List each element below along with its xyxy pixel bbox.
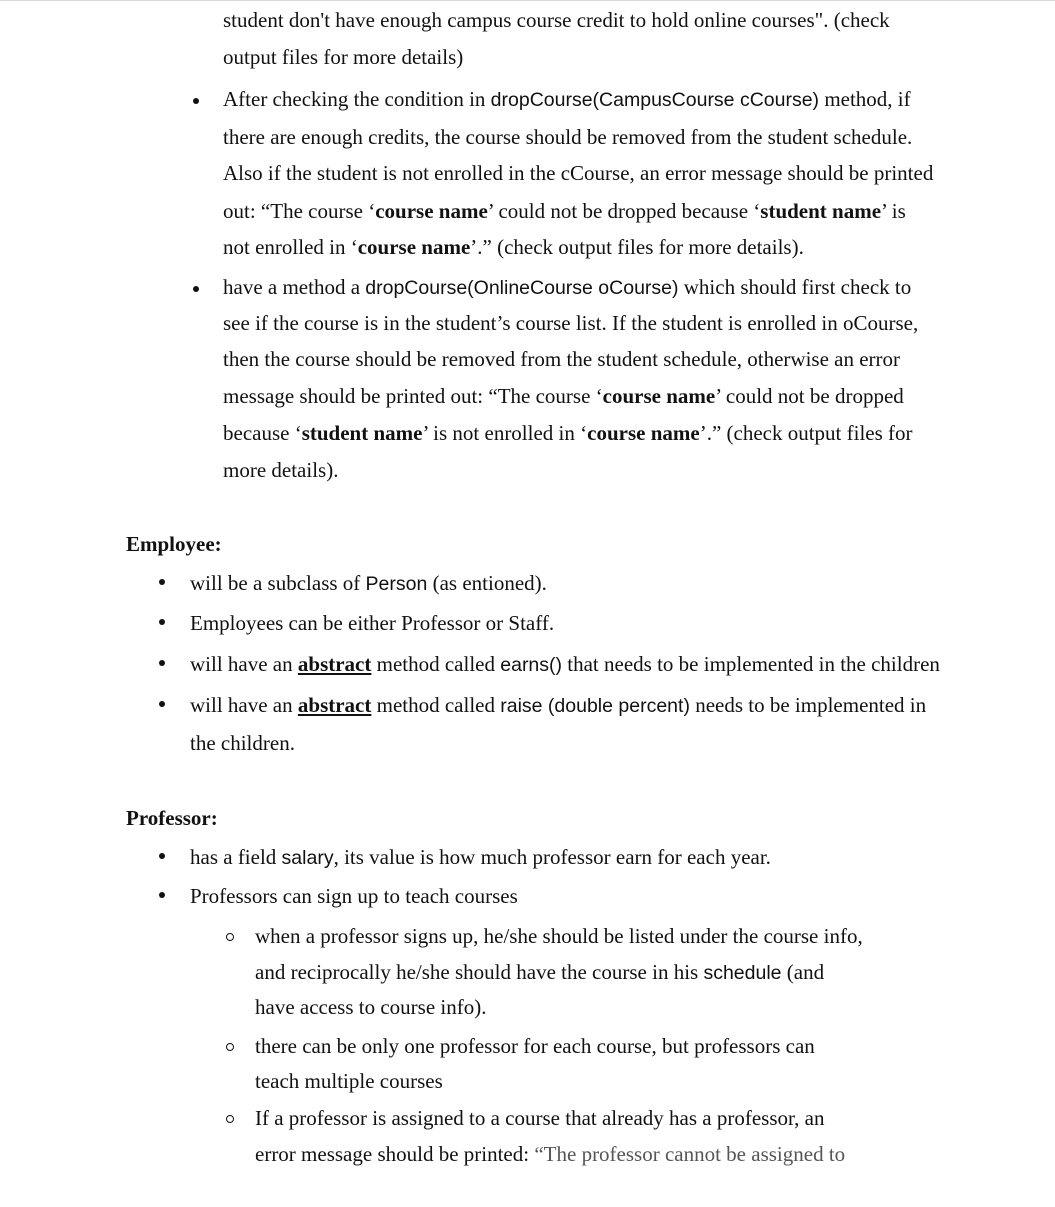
text-run: that needs to be implemented in the children [562, 652, 940, 676]
sub-bullet-icon [226, 1115, 234, 1123]
bullet-icon [159, 892, 165, 898]
sub-bullet-icon [226, 1043, 234, 1051]
text-run: ’ could not be dropped [715, 384, 904, 408]
code-text: raise (double percent) [500, 695, 690, 717]
sub-list-item: there can be only one professor for each course, but professors can [255, 1034, 815, 1058]
list-item [223, 277, 911, 299]
code-text: schedule [703, 962, 782, 984]
text-run: “The professor cannot be assigned to [534, 1142, 846, 1166]
code-text: dropCourse(OnlineCourse oCourse) [365, 277, 679, 299]
text-line [223, 201, 906, 222]
text-line [223, 423, 913, 444]
bullet-icon [193, 98, 199, 104]
text-run: and reciprocally he/she should have the course in his [255, 960, 704, 984]
text-run: will be a subclass of [190, 571, 366, 595]
text-run: have a method a [223, 275, 366, 299]
bullet-icon [159, 701, 165, 707]
text-run: , its value is how much professor earn for each year. [333, 845, 771, 869]
bold-text: course name [602, 384, 716, 408]
text-run: After checking the condition in [223, 87, 491, 111]
code-text: Person [365, 573, 428, 595]
list-item: Professors can sign up to teach courses [190, 884, 518, 908]
text-line: there are enough credits, the course should be removed from the student schedule. [223, 125, 913, 149]
bold-text: course name [375, 199, 488, 223]
text-line [223, 386, 904, 407]
bullet-icon [159, 660, 165, 666]
text-run: (as entioned). [427, 571, 547, 595]
professor-heading: Professor: [126, 806, 218, 830]
text-run: which should first check to [678, 275, 912, 299]
text-run: ’.” (check output files for [699, 421, 913, 445]
bold-text: course name [587, 421, 700, 445]
sub-list-item: If a professor is assigned to a course that already has a professor, an [255, 1106, 825, 1130]
text-line: the children. [190, 731, 295, 755]
code-text: earns() [500, 654, 563, 676]
bullet-icon [159, 619, 165, 625]
text-run: message should be printed out: “The course ‘ [223, 384, 603, 408]
text-run: has a field [190, 845, 282, 869]
text-run: error message should be printed: [255, 1142, 535, 1166]
text-run: method, if [819, 87, 911, 111]
bold-text: course name [357, 235, 471, 259]
text-line: output files for more details) [223, 45, 464, 69]
text-run: will have an [190, 693, 298, 717]
text-line: teach multiple courses [255, 1069, 443, 1093]
text-run: method called [371, 693, 501, 717]
text-run: will have an [190, 652, 298, 676]
text-line: see if the course is in the student’s course list. If the student is enrolled in oCourse, [223, 311, 919, 335]
text-run: not enrolled in ‘ [223, 235, 358, 259]
text-line: then the course should be removed from the student schedule, otherwise an error [223, 347, 901, 371]
bullet-icon [193, 286, 199, 292]
bold-text: student name [301, 421, 423, 445]
text-run: ’ is [881, 199, 906, 223]
code-text: salary [281, 847, 334, 869]
text-line: more details). [223, 458, 339, 482]
bold-text: student name [760, 199, 882, 223]
text-run: ’.” (check output files for more details). [470, 235, 804, 259]
list-item [190, 695, 926, 717]
code-text: dropCourse(CampusCourse cCourse) [490, 89, 820, 111]
sub-bullet-icon [226, 933, 234, 941]
page-top-border [0, 0, 1055, 1]
underlined-bold-text: abstract [297, 652, 372, 676]
list-item: Employees can be either Professor or Staff. [190, 611, 555, 635]
text-line: have access to course info). [255, 995, 487, 1019]
bullet-icon [159, 579, 165, 585]
text-line [255, 962, 824, 984]
text-line: Also if the student is not enrolled in the cCourse, an error message should be printed [223, 161, 934, 185]
text-run: because ‘ [223, 421, 302, 445]
text-run: method called [371, 652, 501, 676]
list-item [190, 573, 547, 595]
text-line [255, 1144, 845, 1165]
list-item [223, 89, 911, 111]
underlined-bold-text: abstract [297, 693, 372, 717]
text-run: ’ is not enrolled in ‘ [422, 421, 588, 445]
text-run: (and [781, 960, 825, 984]
text-run: out: “The course ‘ [223, 199, 376, 223]
employee-heading: Employee: [126, 532, 222, 556]
list-item [190, 847, 771, 869]
text-line [223, 237, 804, 258]
text-line: student don't have enough campus course credit to hold online courses". (check [223, 8, 890, 32]
list-item [190, 654, 940, 676]
sub-list-item: when a professor signs up, he/she should be listed under the course info, [255, 924, 863, 948]
text-run: ’ could not be dropped because ‘ [487, 199, 761, 223]
bullet-icon [159, 853, 165, 859]
text-run: needs to be implemented in [689, 693, 927, 717]
